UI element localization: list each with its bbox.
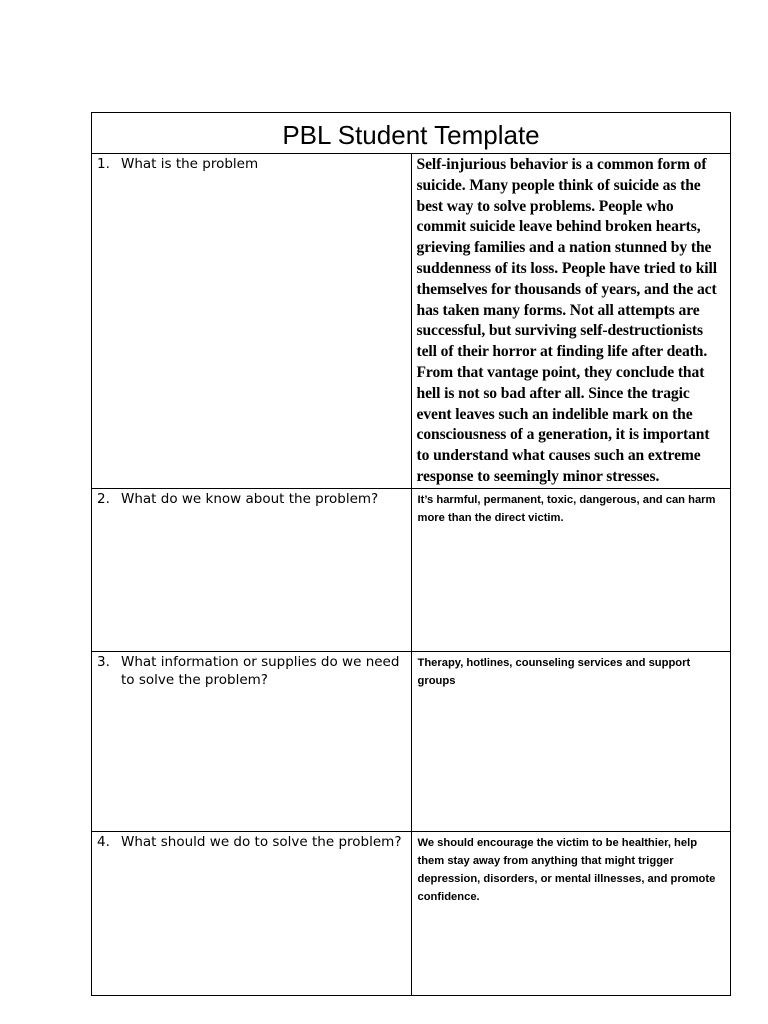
- answer-cell: [411, 154, 731, 489]
- question-text: What information or supplies do we need to solve the problem?: [121, 653, 400, 688]
- answer-text: It’s harmful, permanent, toxic, dangerous, and can harm more than the direct victim.: [417, 493, 716, 524]
- answer-text: Therapy, hotlines, counseling services and support groups: [417, 656, 691, 687]
- question-number: 4.: [97, 833, 110, 850]
- answer-text: Self-injurious behavior is a common form of suicide. Many people think of suicide as the best way to solve problems. People who commit suicide leave behind broken hearts, grieving families and a nation stunned by the suddenness of its loss. People have tried to kill themselves for thousands of years, and the act has taken many forms. Not all attempts are successful, but surviving self-destructionists tell of their horror at finding life after death. From that vantage point, they conclude that hell is not so bad after all. Since the tragic event leaves such an indelible mark on the consciousness of a generation, it is important to understand what causes such an extreme response to seemingly minor stresses.: [416, 156, 718, 485]
- answer-cell: [411, 831, 731, 995]
- question-number: 1.: [97, 156, 110, 172]
- page-title: PBL Student Template: [282, 119, 540, 150]
- title-row: [92, 113, 731, 154]
- table-row: [92, 651, 731, 831]
- table-row: [92, 154, 731, 489]
- question-text: What is the problem: [121, 156, 259, 172]
- answer-cell: [411, 651, 731, 831]
- question-cell: [92, 651, 412, 831]
- question-number: 2.: [97, 490, 110, 507]
- table-row: [92, 831, 731, 995]
- answer-cell: [411, 488, 731, 651]
- question-cell: [92, 831, 412, 995]
- question-cell: [92, 488, 412, 651]
- table-row: [92, 488, 731, 651]
- question-number: 3.: [97, 653, 110, 670]
- question-cell: [92, 154, 412, 489]
- title-cell: [92, 113, 731, 154]
- pbl-template-table: [91, 112, 731, 996]
- answer-text: We should encourage the victim to be healthier, help them stay away from anything that might trigger depression, disorders, or mental illnesses, and promote confidence.: [417, 836, 716, 903]
- question-text: What do we know about the problem?: [121, 490, 379, 507]
- question-text: What should we do to solve the problem?: [121, 833, 402, 850]
